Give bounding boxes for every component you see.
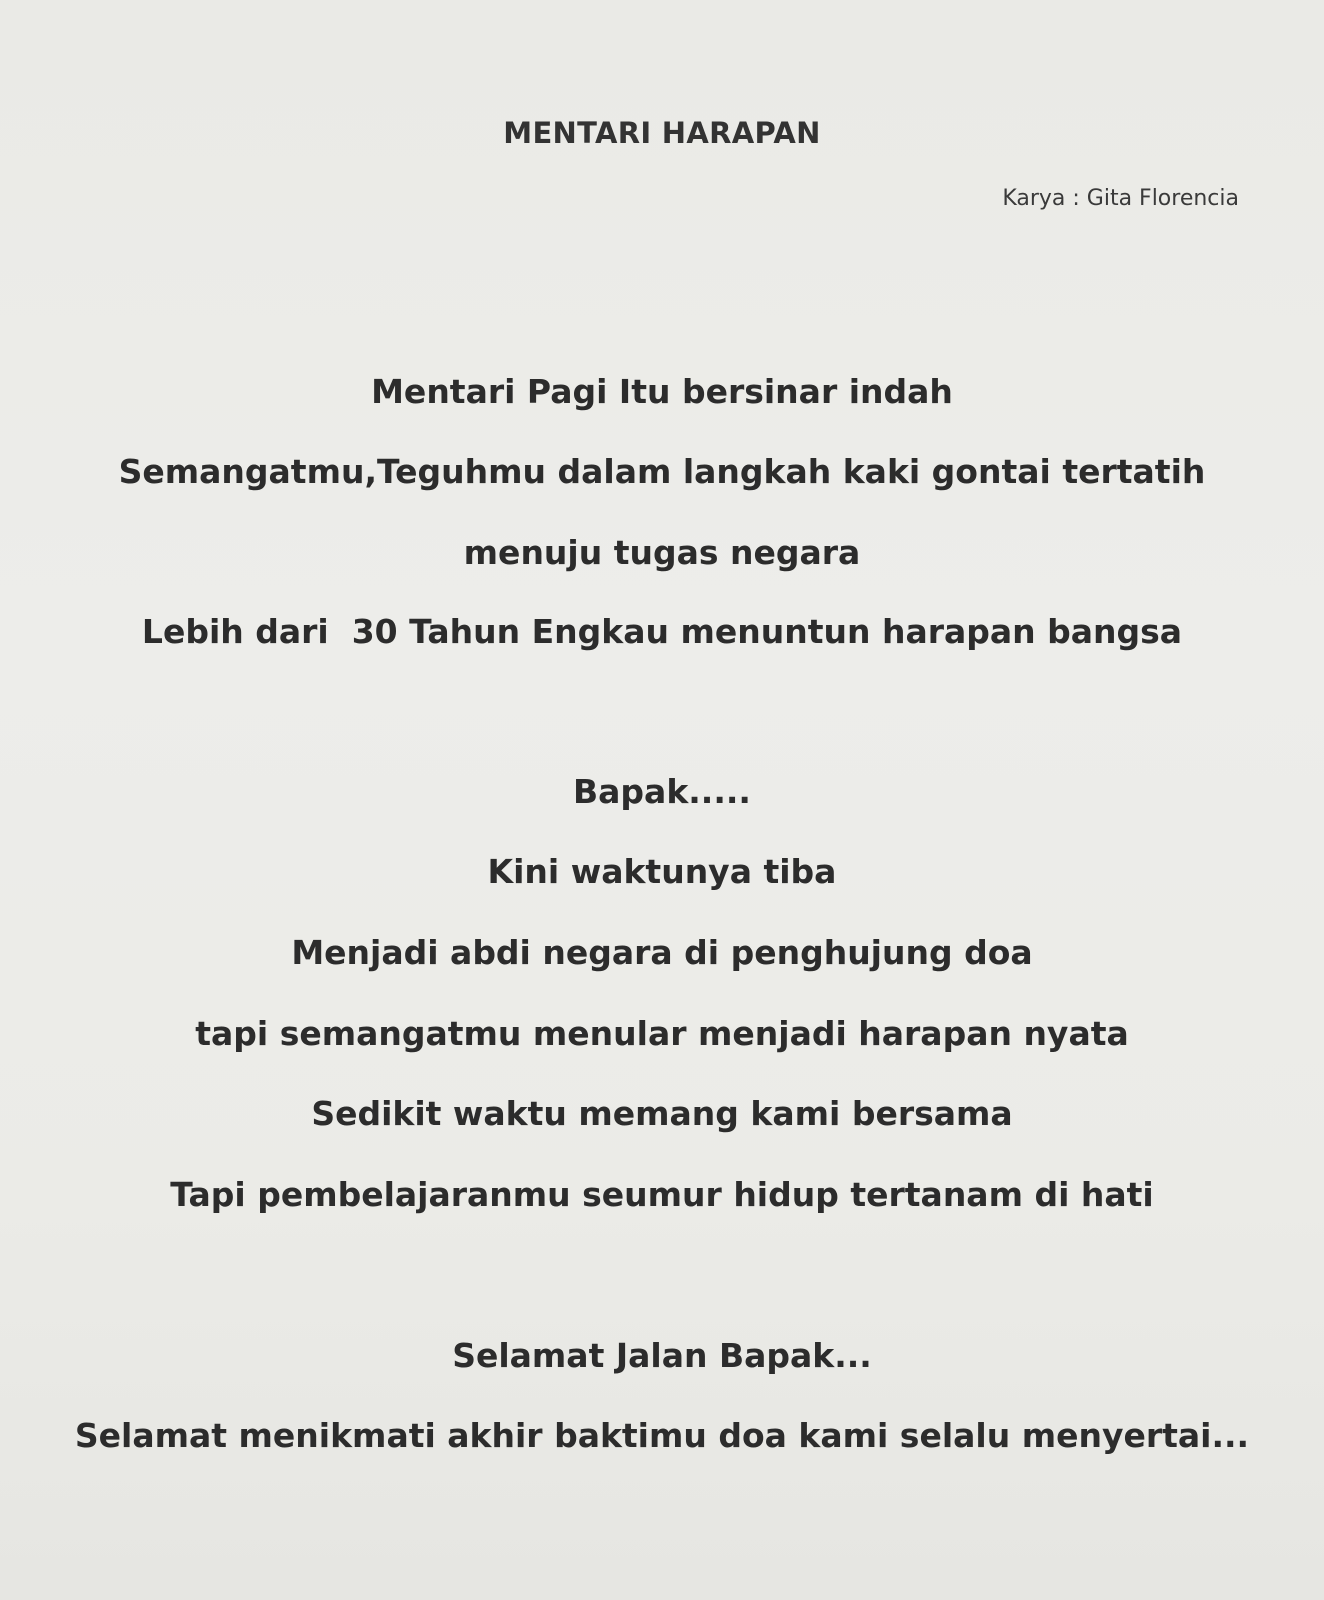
poem-line: Bapak.....	[573, 772, 751, 811]
poem-line: menuju tugas negara	[463, 533, 861, 572]
poem-line: Selamat menikmati akhir baktimu doa kami selalu menyertai...	[74, 1416, 1250, 1455]
poem-line: Sedikit waktu memang kami bersama	[311, 1094, 1013, 1133]
poem-author: Karya : Gita Florencia	[1002, 186, 1239, 211]
poem-line: Kini waktunya tiba	[487, 852, 837, 891]
poem-line: Semangatmu,Teguhmu dalam langkah kaki gontai tertatih	[118, 452, 1206, 491]
poem-line: Lebih dari 30 Tahun Engkau menuntun harapan bangsa	[141, 612, 1183, 651]
poem-line: Tapi pembelajaranmu seumur hidup tertanam di hati	[170, 1175, 1154, 1214]
poem-line: Mentari Pagi Itu bersinar indah	[371, 372, 953, 411]
poem-title: MENTARI HARAPAN	[503, 116, 821, 150]
poem-line: tapi semangatmu menular menjadi harapan nyata	[195, 1014, 1129, 1053]
poem-line: Menjadi abdi negara di penghujung doa	[291, 933, 1033, 972]
poem-line: Selamat Jalan Bapak...	[452, 1336, 872, 1375]
